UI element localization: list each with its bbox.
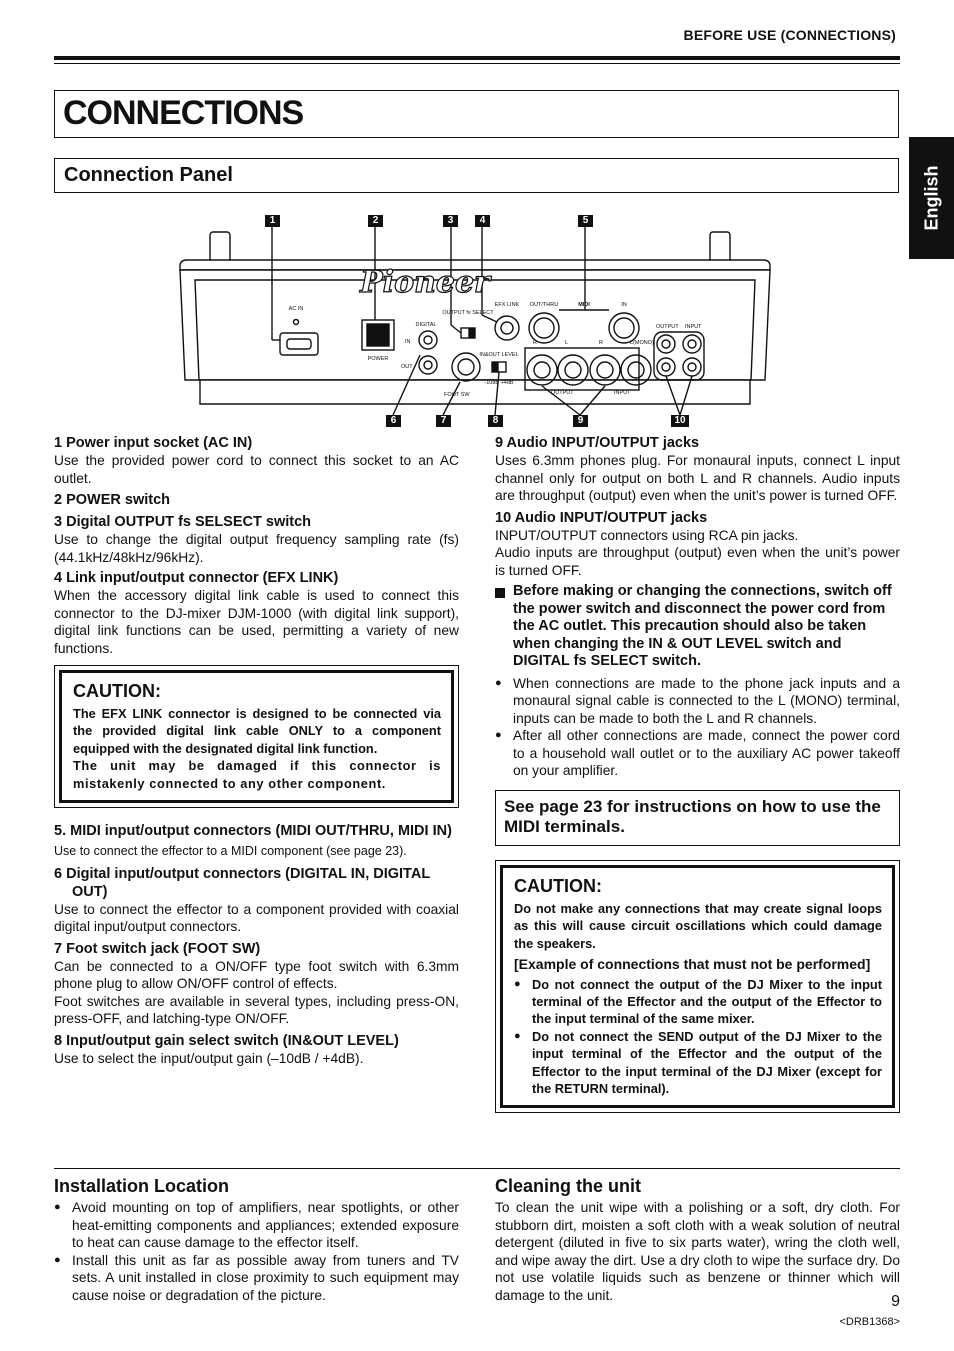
left-column: [54, 434, 459, 1070]
page-title-box: [54, 90, 899, 138]
item-title-2: 2 POWER switch: [54, 492, 171, 508]
item-title-7: 7 Foot switch jack (FOOT SW): [54, 940, 261, 957]
installation-bullet-1: ● Avoid mounting on top of amplifiers, near spotlights, or other heat-emitting components and appliances; extended exposure to heat can cause damage to the effector itself.: [54, 1199, 459, 1252]
label-ac-in: AC IN: [288, 306, 304, 312]
label-in-out-level: IN&OUT LEVEL: [479, 352, 519, 358]
item-title-9: 9 Audio INPUT/OUTPUT jacks: [495, 435, 700, 451]
document-code: <DRB1368>: [839, 1316, 900, 1328]
caution-text-loops: Do not make any connections that may create signal loops as this will cause circuit oscillations which could damage the speakers.: [514, 900, 882, 951]
label-rca-input: INPUT: [685, 324, 702, 330]
connection-note: Before making or changing the connections, switch off the power switch and disconnect the power cord from the AC outlet. This precaution should also be taken when changing the IN & OUT LEVEL switch and DIGITAL fs SELECT switch.: [495, 583, 900, 671]
callout-8: 8: [488, 415, 503, 427]
label-fs-select: OUTPUT fs SELECT: [442, 310, 494, 316]
label-l-output: L: [565, 340, 569, 346]
example-bullet-1: ● Do not connect the output of the DJ Mixer to the input terminal of the Effector and the output of the Effector to the input terminal of the same mixer.: [514, 976, 882, 1028]
label-power: POWER: [367, 356, 389, 362]
callout-7: 7: [436, 415, 451, 427]
example-bullet-2: ● Do not connect the SEND output of the DJ Mixer to the input terminal of the Effector and the output of the Effector to the input terminal of the DJ Mixer (except for the RETURN terminal).: [514, 1028, 882, 1098]
callout-6: 6: [386, 415, 401, 427]
label-out-thru: OUT/THRU: [529, 302, 559, 308]
page-title: CONNECTIONS: [63, 94, 304, 132]
item-text-5: Use to connect the effector to a MIDI component (see page 23).: [54, 844, 407, 859]
label-jack-input: INPUT: [614, 390, 631, 396]
label-digital-out: OUT: [401, 364, 413, 370]
label-efx-link: EFX LINK: [494, 302, 520, 308]
item-title-5: 5. MIDI input/output connectors (MIDI OUT/THRU, MIDI IN): [54, 823, 452, 840]
callout-3: 3: [443, 215, 458, 227]
rear-panel-diagram: [175, 210, 775, 432]
callout-10: 10: [671, 415, 689, 427]
connection-panel-illustration: [175, 210, 775, 432]
installation-bullet-2: ● Install this unit as far as possible away from tuners and TV sets. A unit installed in close proximity to such equipment may cause noise or degradation of the picture.: [54, 1252, 459, 1305]
item-text-10: INPUT/OUTPUT connectors using RCA pin jacks.: [495, 527, 799, 543]
example-bullets: [514, 976, 882, 1098]
language-tab: [909, 137, 954, 259]
label-digital-in: IN: [405, 339, 411, 345]
callout-9: 9: [573, 415, 588, 427]
item-text-3: Use to change the digital output frequency sampling rate (fs) (44.1kHz/48kHz/96kHz).: [54, 532, 459, 565]
note-bullet-2: ● After all other connections are made, connect the power cord to a household wall outlet or to the auxiliary AC power takeoff on your amplifier.: [495, 727, 900, 780]
example-title: [Example of connections that must not be performed]: [514, 956, 871, 973]
label-level-values: -10dB +4dB: [484, 380, 514, 386]
callout-2: 2: [368, 215, 383, 227]
label-l-mono: L(MONO): [630, 340, 654, 346]
note-bullet-1: ● When connections are made to the phone jack inputs and a monaural signal cable is connected to the L (MONO) terminal, inputs can be made to both the L and R channels.: [495, 675, 900, 728]
item-title-4: 4 Link input/output connector (EFX LINK): [54, 570, 339, 586]
installation-title: Installation Location: [54, 1176, 230, 1196]
label-midi: MIDI: [578, 302, 590, 308]
caution-box-efx: [54, 665, 459, 808]
right-column: [495, 434, 900, 1127]
label-jack-output: OUTPUT: [551, 390, 574, 396]
item-title-8: 8 Input/output gain select switch (IN&OUT LEVEL): [54, 1032, 399, 1049]
caution-inner-loops: [500, 865, 895, 1108]
caution-text-efx-1: The EFX LINK connector is designed to be connected via the provided digital link cable ONLY to a component equipped with the designated digital link function.: [73, 706, 441, 756]
callout-5: 5: [578, 215, 593, 227]
page-number: 9: [891, 1293, 900, 1310]
cleaning-text: To clean the unit wipe with a polishing or a soft, dry cloth. For stubborn dirt, moisten a soft cloth with a weak solution of neutral detergent (diluted in five to six parts water), wring the cloth well, and wipe away the dirt. Use a dry cloth to wipe the surface dry. Do not use volatile liquids such as benzene or thinner which will damage to the unit.: [495, 1200, 900, 1303]
item-title-3: 3 Digital OUTPUT fs SELSECT switch: [54, 514, 312, 530]
callout-4: 4: [475, 215, 490, 227]
caution-text-efx-2: The unit may be damaged if this connector is mistakenly connected to any other component.: [73, 758, 441, 791]
caution-title-loops: CAUTION:: [514, 875, 602, 896]
item-title-1: 1 Power input socket (AC IN): [54, 435, 253, 451]
installation-section: [54, 1176, 459, 1304]
label-foot-sw: FOOT SW: [444, 392, 470, 398]
label-r-output: R: [533, 340, 537, 346]
item-text-4: When the accessory digital link cable is used to connect this connector to the DJ-mixer DJM-1000 (with digital link support), digital link functions can be used, permitting a variety of new functions.: [54, 588, 459, 656]
item-text-7: Can be connected to a ON/OFF type foot switch with 6.3mm phone plug to allow ON/OFF control of effects.: [54, 958, 459, 992]
caution-title-efx: CAUTION:: [73, 681, 161, 701]
midi-reference-box: See page 23 for instructions on how to use the MIDI terminals.: [495, 790, 900, 846]
brand-logo: Pioneer: [360, 265, 490, 300]
item-text-8: Use to select the input/output gain (–10dB / +4dB).: [54, 1050, 364, 1066]
language-tab-label: English: [921, 165, 941, 231]
header-rule-thin: [54, 63, 900, 64]
label-r-input: R: [599, 340, 603, 346]
note-bullets: [495, 675, 900, 780]
label-digital: DIGITAL: [415, 322, 437, 328]
caution-box-loops: [495, 860, 900, 1113]
item-text-6: Use to connect the effector to a component provided with coaxial digital input/output connectors.: [54, 901, 459, 935]
header-rule-thick: [54, 56, 900, 60]
subtitle-box: [54, 158, 899, 193]
item-text-10b: Audio inputs are throughput (output) even when the unit’s power is turned OFF.: [495, 545, 900, 578]
item-title-10: 10 Audio INPUT/OUTPUT jacks: [495, 509, 708, 526]
label-rca-output: OUTPUT: [656, 324, 679, 330]
cleaning-section: [495, 1176, 900, 1307]
item-text-9: Uses 6.3mm phones plug. For monaural inputs, connect L input channel only for output on both L and R channels. Audio inputs are throughput (output) even when the unit’s power is turned OFF.: [495, 453, 900, 503]
item-title-6: 6 Digital input/output connectors (DIGITAL IN, DIGITAL OUT): [54, 865, 430, 900]
label-midi-in: IN: [621, 302, 627, 308]
item-text-7b: Foot switches are available in several types, including press-ON, press-OFF, and latching-type ON/OFF.: [54, 993, 459, 1027]
installation-bullets: [54, 1199, 459, 1304]
cleaning-title: Cleaning the unit: [495, 1176, 641, 1196]
item-text-1: Use the provided power cord to connect this socket to an AC outlet.: [54, 453, 459, 486]
page-subtitle: Connection Panel: [64, 164, 233, 186]
section-header: BEFORE USE (CONNECTIONS): [683, 27, 896, 43]
caution-inner-efx: [59, 670, 454, 803]
bottom-section-rule: [54, 1168, 900, 1169]
callout-1: 1: [265, 215, 280, 227]
